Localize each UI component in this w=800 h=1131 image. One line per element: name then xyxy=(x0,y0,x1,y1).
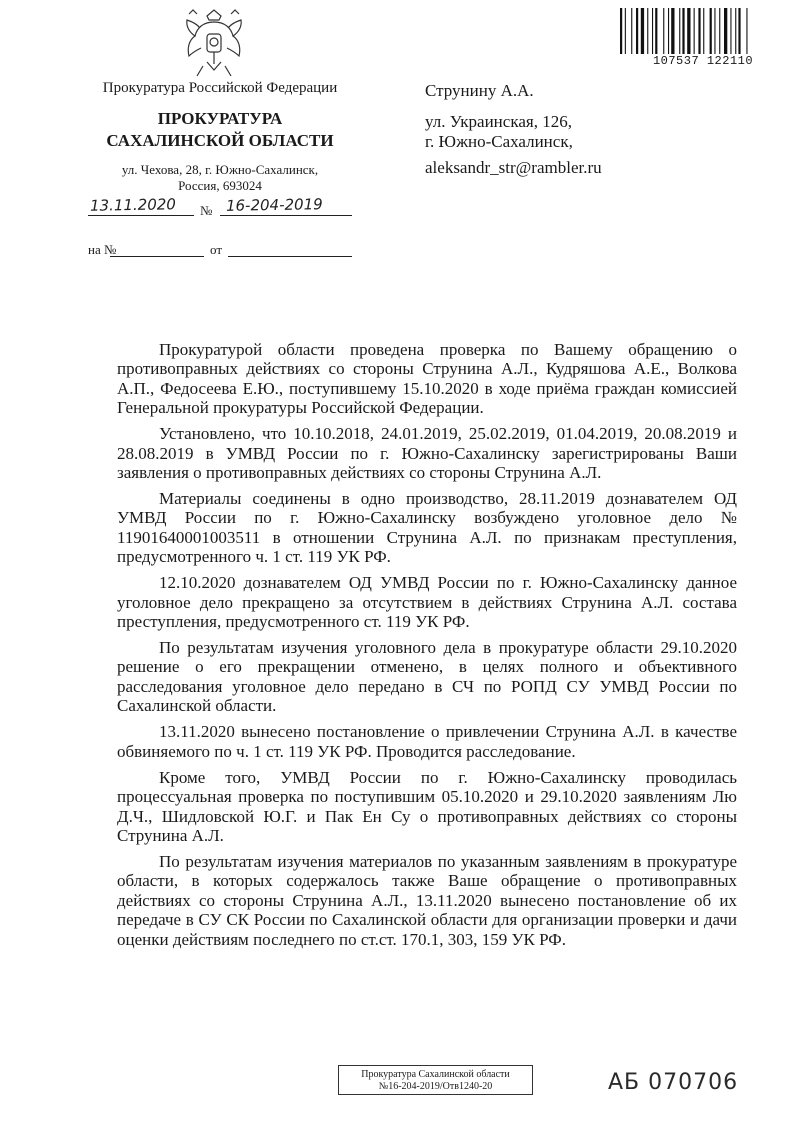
coat-of-arms-icon xyxy=(183,6,245,80)
recipient-address xyxy=(425,112,573,152)
org-title-line1: ПРОКУРАТУРА xyxy=(157,109,283,128)
org-title xyxy=(88,108,352,152)
registration-stamp xyxy=(338,1065,533,1095)
body-paragraph: Кроме того, УМВД России по г. Южно-Сахалинску проводилась процессуальная проверка по поступившим 05.10.2020 и 29.10.2020 заявлениям Лю Д.Ч., Шидловской Ю.Г. и Пак Ен Су о противоправных действиях со стороны Струнина А.Л. xyxy=(117,767,737,845)
reg-no-label: № xyxy=(200,203,213,218)
stamp-line2: №16-204-2019/Отв1240-20 xyxy=(378,1081,493,1092)
stamp-line1: Прокуратура Сахалинской области xyxy=(361,1069,510,1080)
on-number-label: на № xyxy=(88,242,117,257)
on-number-underline xyxy=(110,256,204,257)
reg-date-handwritten: 13.11.2020 xyxy=(89,195,177,215)
barcode-number: 107537 122110 xyxy=(652,54,754,68)
recipient-email: aleksandr_str@rambler.ru xyxy=(425,158,602,177)
reg-date-underline xyxy=(88,215,194,216)
letter-body xyxy=(117,340,737,956)
org-title-line2: САХАЛИНСКОЙ ОБЛАСТИ xyxy=(106,131,334,150)
body-paragraph: Материалы соединены в одно производство, 28.11.2019 дознавателем ОД УМВД России по г. Южно-Сахалинску возбуждено уголовное дело № 11901640001003511 в отношении Струнина А.Л. по признакам преступления, предусмотренного ч. 1 ст. 119 УК РФ. xyxy=(117,489,737,567)
reg-no-underline xyxy=(220,215,352,216)
org-address-line2: Россия, 693024 xyxy=(178,178,262,193)
body-paragraph: По результатам изучения материалов по указанным заявлениям в прокуратуре области, в которых содержалось также Ваше обращение о противоправных действиях со стороны Струнина А.Л., 13.11.2020 вынесено постановление об их передаче в СУ СК России по Сахалинской области для организации проверки и дачи оценки действиям последнего по ст.ст. 170.1, 303, 159 УК РФ. xyxy=(117,851,737,949)
recipient-address-line2: г. Южно-Сахалинск, xyxy=(425,132,573,151)
recipient-address-line1: ул. Украинская, 126, xyxy=(425,112,572,131)
body-paragraph: Установлено, что 10.10.2018, 24.01.2019, 25.02.2019, 01.04.2019, 20.08.2019 и 28.08.2019 в УМВД России по г. Южно-Сахалинску зарегистрированы Ваши заявления о противоправных действиях со стороны Струнина А.Л. xyxy=(117,424,737,483)
recipient-name: Струнину А.А. xyxy=(425,81,534,100)
org-address-line1: ул. Чехова, 28, г. Южно-Сахалинск, xyxy=(121,162,319,177)
form-serial-number: АБ 070706 xyxy=(608,1070,739,1095)
org-address xyxy=(88,162,352,194)
from-date-underline xyxy=(228,256,352,257)
body-paragraph: 12.10.2020 дознавателем ОД УМВД России по г. Южно-Сахалинску данное уголовное дело прекращено за отсутствием в действиях Струнина А.Л. состава преступления, предусмотренного ст. 119 УК РФ. xyxy=(117,573,737,632)
org-country-line: Прокуратура Российской Федерации xyxy=(102,80,338,96)
body-paragraph: 13.11.2020 вынесено постановление о привлечении Струнина А.Л. в качестве обвиняемого по ч. 1 ст. 119 УК РФ. Проводится расследование. xyxy=(117,722,737,761)
barcode-icon xyxy=(618,8,788,56)
body-paragraph: Прокуратурой области проведена проверка по Вашему обращению о противоправных действиях со стороны Струнина А.Л., Кудряшова А.Е., Волкова А.П., Федосеева Е.Ю., поступившему 15.10.2020 в ходе приёма граждан комиссией Генеральной прокуратуры Российской Федерации. xyxy=(117,340,737,418)
body-paragraph: По результатам изучения уголовного дела в прокуратуре области 29.10.2020 решение о его прекращении отменено, в целях полного и объективного расследования уголовное дело передано в СЧ по РОПД СУ УМВД России по Сахалинской области. xyxy=(117,638,737,716)
from-date-label: от xyxy=(210,242,223,257)
reg-no-handwritten: 16-204-2019 xyxy=(225,195,323,215)
